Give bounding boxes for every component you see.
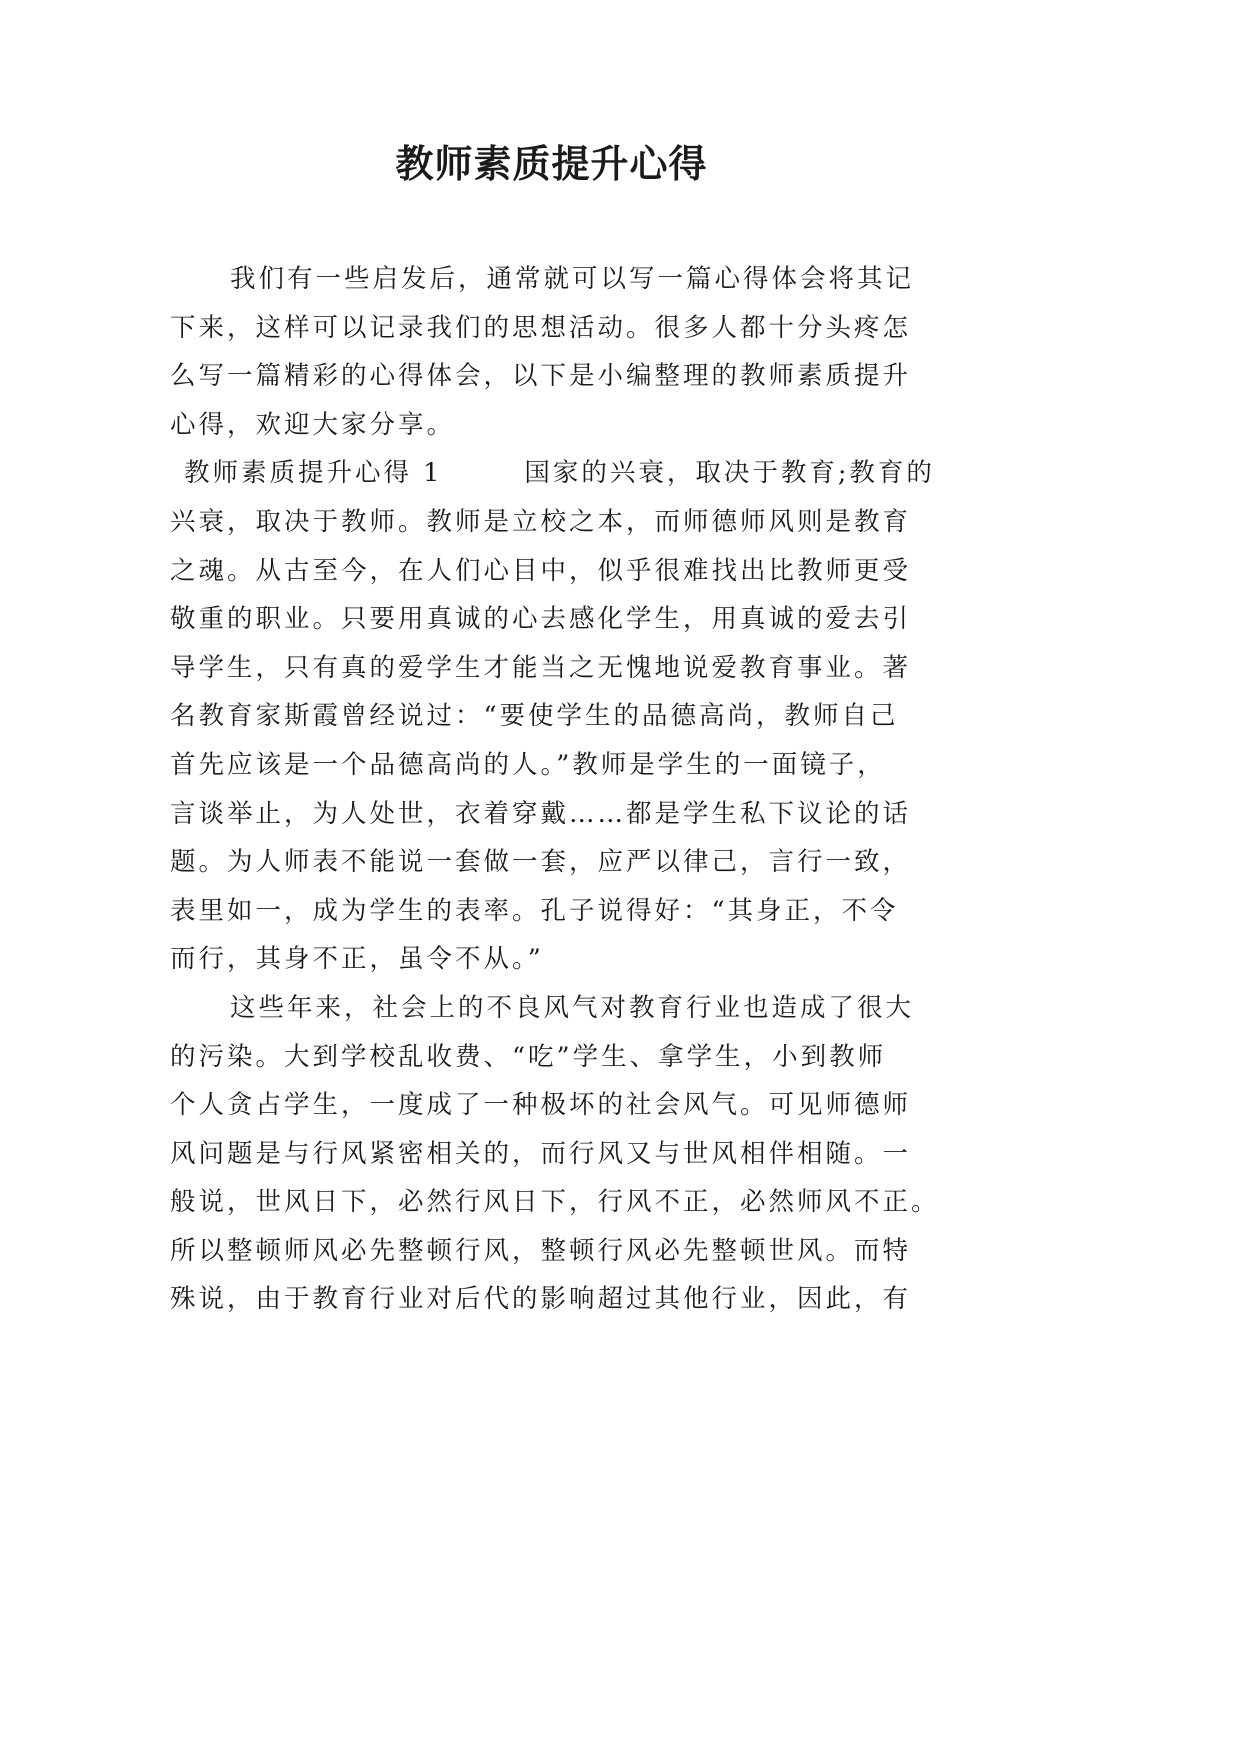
paragraph-line: 表里如一，成为学生的表率。孔子说得好：“其身正，不令 xyxy=(170,895,899,926)
paragraph-line: 般说，世风日下，必然行风日下，行风不正，必然师风不正。 xyxy=(170,1187,940,1218)
paragraph-line: 这些年来，社会上的不良风气对教育行业也造成了很大 xyxy=(230,992,915,1023)
paragraph-line: 敬重的职业。只要用真诚的心去感化学生，用真诚的爱去引 xyxy=(170,604,912,635)
paragraph-line: 名教育家斯霞曾经说过：“要使学生的品德高尚，教师自己 xyxy=(170,701,899,732)
paragraph-line: 导学生，只有真的爱学生才能当之无愧地说爱教育事业。著 xyxy=(170,652,912,683)
paragraph-line: 言谈举止，为人处世，衣着穿戴……都是学生私下议论的话 xyxy=(170,798,912,829)
paragraph-line: 的污染。大到学校乱收费、“吃”学生、拿学生，小到教师 xyxy=(170,1041,887,1072)
paragraph-line: 心得，欢迎大家分享。 xyxy=(170,409,456,440)
paragraph-line: 下来，这样可以记录我们的思想活动。很多人都十分头疼怎 xyxy=(170,312,912,343)
paragraph-line: 首先应该是一个品德高尚的人。”教师是学生的一面镜子， xyxy=(170,749,886,780)
paragraph-line: 所以整顿师风必先整顿行风，整顿行风必先整顿世风。而特 xyxy=(170,1235,912,1266)
paragraph-line: 而行，其身不正，虽令不从。” xyxy=(170,944,544,975)
section-heading: 教师素质提升心得 1 xyxy=(184,458,443,489)
paragraph-line: 个人贪占学生，一度成了一种极坏的社会风气。可见师德师 xyxy=(170,1090,912,1121)
paragraph-line: 之魂。从古至今，在人们心目中，似乎很难找出比教师更受 xyxy=(170,555,912,586)
paragraph-text: 国家的兴衰，取决于教育;教育的 xyxy=(524,458,935,489)
paragraph-line: 殊说，由于教育行业对后代的影响超过其他行业，因此，有 xyxy=(170,1284,912,1315)
document-title: 教师素质提升心得 xyxy=(395,141,708,186)
paragraph-line: 我们有一些启发后，通常就可以写一篇心得体会将其记 xyxy=(230,264,915,294)
paragraph-line: 么写一篇精彩的心得体会，以下是小编整理的教师素质提升 xyxy=(170,361,912,392)
paragraph-line: 风问题是与行风紧密相关的，而行风又与世风相伴相随。一 xyxy=(170,1138,912,1169)
section-heading-line xyxy=(170,449,942,498)
document-body xyxy=(170,255,942,1324)
paragraph-line: 题。为人师表不能说一套做一套，应严以律己，言行一致， xyxy=(170,847,912,878)
paragraph-line: 兴衰，取决于教师。教师是立校之本，而师德师风则是教育 xyxy=(170,506,912,537)
